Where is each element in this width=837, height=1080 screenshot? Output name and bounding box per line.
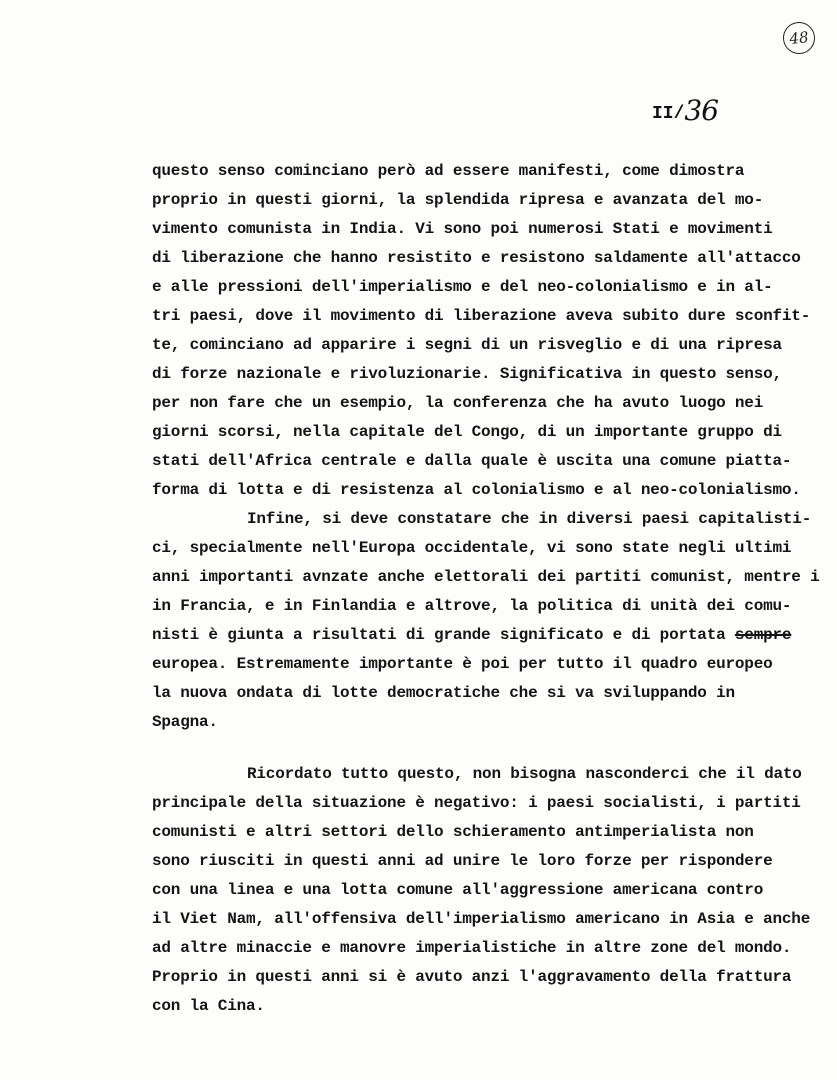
text-line: con la Cina.	[152, 997, 265, 1015]
text-line: per non fare che un esempio, la conferenza che ha avuto luogo nei	[152, 394, 764, 412]
document-body	[152, 157, 832, 1021]
text-line: comunisti e altri settori dello schieramento antimperialista non	[152, 823, 754, 841]
text-line: ad altre minaccie e manovre imperialistiche in altre zone del mondo.	[152, 939, 792, 957]
text-line: Ricordato tutto questo, non bisogna nasconderci che il dato	[247, 765, 802, 783]
text-line: di forze nazionale e rivoluzionarie. Significativa in questo senso,	[152, 365, 782, 383]
folio-number-circle	[781, 20, 816, 55]
text-line: forma di lotta e di resistenza al colonialismo e al neo-colonialismo.	[152, 481, 801, 499]
text-line: in Francia, e in Finlandia e altrove, la politica di unità dei comu-	[152, 597, 792, 615]
text-line: questo senso cominciano però ad essere manifesti, come dimostra	[152, 162, 745, 180]
text-line: il Viet Nam, all'offensiva dell'imperialismo americano in Asia e anche	[152, 910, 811, 928]
text-line: sono riusciti in questi anni ad unire le loro forze per rispondere	[152, 852, 773, 870]
paragraph-1	[152, 157, 832, 505]
page-reference	[652, 92, 718, 125]
struck-word: sempre	[734, 626, 792, 644]
text-line: tri paesi, dove il movimento di liberazione aveva subito dure sconfit-	[152, 307, 811, 325]
paragraph-spacer	[152, 737, 832, 760]
text-line: Infine, si deve constatare che in diversi paesi capitalisti-	[247, 510, 812, 528]
page-ref-number: 36	[684, 94, 719, 127]
text-line: Proprio in questi anni si è avuto anzi l'aggravamento della frattura	[152, 968, 792, 986]
page-ref-prefix: II/	[652, 104, 685, 124]
text-line: te, cominciano ad apparire i segni di un risveglio e di una ripresa	[152, 336, 782, 354]
text-line: Spagna.	[152, 713, 218, 731]
text-line: la nuova ondata di lotte democratiche che si va sviluppando in	[152, 684, 735, 702]
text-line: principale della situazione è negativo: i paesi socialisti, i partiti	[152, 794, 801, 812]
text-line: stati dell'Africa centrale e dalla quale è uscita una comune piatta-	[152, 452, 792, 470]
text-line: proprio in questi giorni, la splendida ripresa e avanzata del mo-	[152, 191, 764, 209]
text-line: giorni scorsi, nella capitale del Congo, di un importante gruppo di	[152, 423, 782, 441]
text-line: di liberazione che hanno resistito e resistono saldamente all'attacco	[152, 249, 801, 267]
text-line: ci, specialmente nell'Europa occidentale, vi sono state negli ultimi	[152, 539, 792, 557]
paragraph-2	[152, 505, 832, 737]
text-line: vimento comunista in India. Vi sono poi numerosi Stati e movimenti	[152, 220, 773, 238]
text-line: con una linea e una lotta comune all'aggressione americana contro	[152, 881, 764, 899]
text-line-with-correction	[152, 621, 832, 650]
folio-number: 48	[788, 28, 810, 48]
text-line: anni importanti avnzate anche elettorali dei partiti comunist, mentre i	[152, 568, 820, 586]
text-line: europea. Estremamente importante è poi per tutto il quadro europeo	[152, 655, 773, 673]
text-line-segment: nisti è giunta a risultati di grande significato e di portata	[152, 626, 735, 644]
text-line: e alle pressioni dell'imperialismo e del neo-colonialismo e in al-	[152, 278, 773, 296]
paragraph-3	[152, 760, 832, 1021]
